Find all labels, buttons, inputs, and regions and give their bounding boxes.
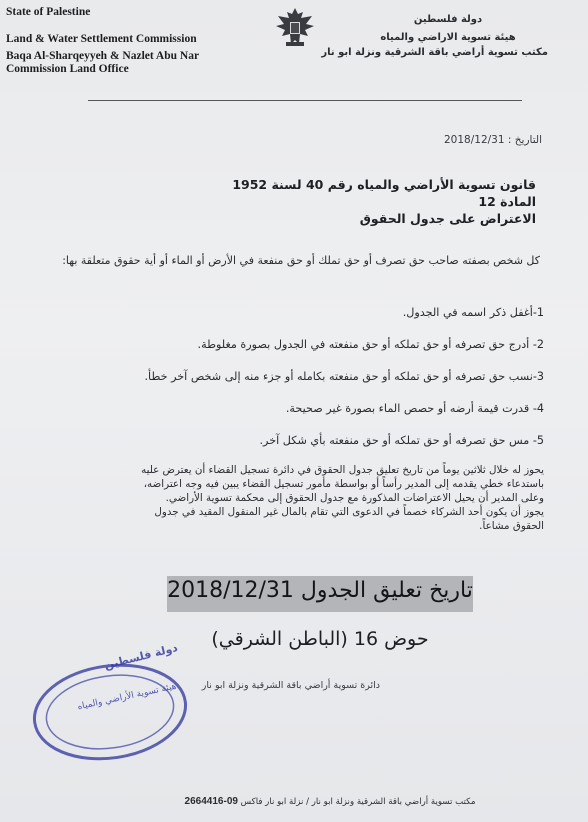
intro-paragraph: كل شخص بصفته صاحب حق تصرف أو حق تملك أو حق منفعة في الأرض أو الماء أو أية حقوق متعلقة بها: [62, 254, 540, 267]
footer-address: مكتب تسوية أراضي باقة الشرقية ونزلة ابو نار / نزلة ابو نار فاكس [240, 797, 476, 807]
list-item: 5- مس حق تصرفه أو حق تملكه أو حق منفعته بأي شكل آخر. [259, 434, 544, 447]
ar-header-line: مكتب تسوية أراضي باقة الشرقية ونزلة ابو نار [321, 47, 548, 58]
closing-paragraph [44, 463, 544, 533]
en-header-line: Baqa Al-Sharqeyyeh & Nazlet Abu Nar [6, 50, 200, 62]
closing-line: يحوز له خلال ثلاثين يوماً من تاريخ تعليق جدول الحقوق في دائرة تسجيل القضاء أن يعترض عليه [141, 464, 544, 476]
footer-phone: 09-2664416 [184, 796, 238, 807]
list-item: 2- أدرج حق تصرفه أو حق تملكه أو حق منفعته في الجدول بصورة مغلوطة. [197, 338, 544, 351]
law-title: قانون تسوية الأراضي والمياه رقم 40 لسنة 1952 [232, 177, 536, 192]
list-item: 4- قدرت قيمة أرضه أو حصص الماء بصورة غير صحيحة. [285, 402, 544, 415]
ar-header-line: هيئة تسوية الاراضي والمياه [380, 32, 516, 43]
law-article: المادة 12 [478, 194, 536, 209]
english-letterhead [6, 6, 246, 76]
stamp-title: دولة فلسطين [102, 641, 180, 672]
law-title-block [232, 176, 536, 227]
closing-line: باستدعاء خطي يقدمه إلى المدير رأساً أو بواسطة مأمور تسجيل القضاء يبين فيه وجه اعتراضه، [143, 478, 544, 490]
stamp-text: هيئة تسوية الأراضي والمياه [76, 681, 178, 713]
arabic-letterhead [321, 12, 548, 60]
law-subject: الاعتراض على جدول الحقوق [359, 211, 536, 226]
list-item: 3-نسب حق تصرفه أو حق تملكه أو حق منفعته بكامله أو جزء منه إلى شخص آخر خطأ. [144, 370, 544, 383]
document-date: التاريخ : 2018/12/31 [444, 134, 542, 146]
footer [130, 796, 530, 807]
eagle-emblem-icon [272, 4, 318, 50]
basin-title: حوض 16 (الباطن الشرقي) [211, 628, 429, 650]
posting-date-banner: تاريخ تعليق الجدول 2018/12/31 [167, 578, 473, 603]
header-divider [88, 100, 522, 101]
closing-line: الحقوق مشاعاً. [479, 520, 544, 532]
closing-line: يجوز أن يكون أحد الشركاء خصماً في الدعوى التي تقام بالمال غير المنقول المقيد في جدول [154, 506, 544, 518]
en-header-line: State of Palestine [6, 6, 91, 18]
ar-header-line: دولة فلسطين [413, 14, 483, 25]
en-header-line: Commission Land Office [6, 63, 129, 75]
department-name: دائرة تسوية أراضي باقة الشرقية ونزلة ابو نار [201, 680, 380, 691]
en-header-line: Land & Water Settlement Commission [6, 33, 197, 45]
closing-line: وعلى المدير أن يحيل الاعتراضات المذكورة مع جدول الحقوق إلى محكمة تسوية الأراضي. [165, 492, 544, 504]
list-item: 1-أغفل ذكر اسمه في الجدول. [402, 306, 544, 319]
